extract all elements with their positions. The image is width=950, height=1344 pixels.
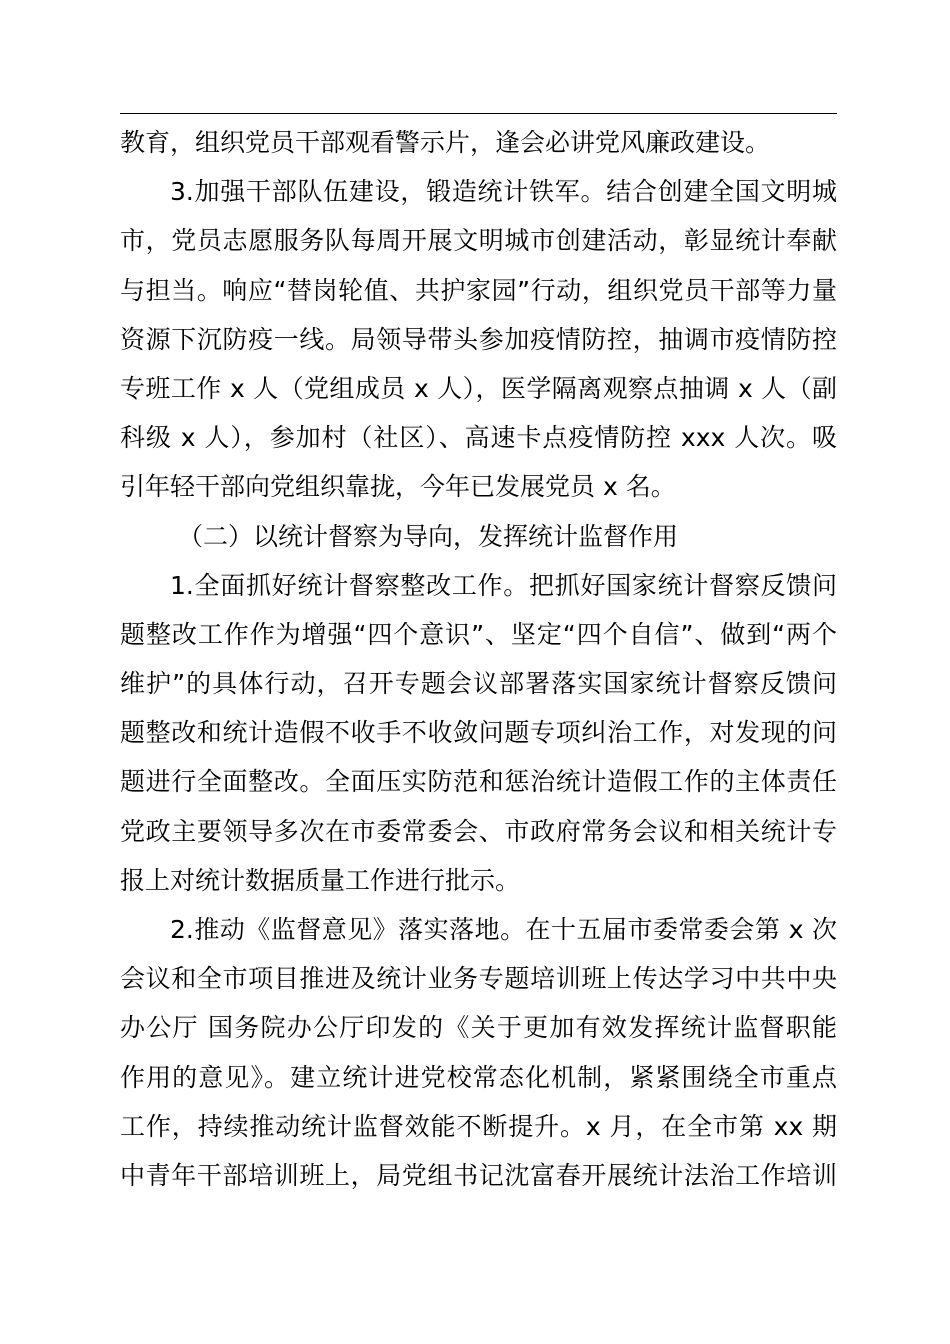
text-line: 题进行全面整改。全面压实防范和惩治统计造假工作的主体责任 [120, 767, 837, 797]
text-line: 报上对统计数据质量工作进行批示。 [120, 865, 521, 895]
document-body [120, 118, 837, 1200]
text-line: 3.加强干部队伍建设，锻造统计铁军。结合创建全国文明城 [170, 177, 837, 207]
text-line: 市，党员志愿服务队每周开展文明城市创建活动，彰显统计奉献 [120, 226, 837, 256]
text-line: 题整改和统计造假不收手不收敛问题专项纠治工作，对发现的问 [120, 718, 837, 748]
text-line: 会议和全市项目推进及统计业务专题培训班上传达学习中共中央 [120, 964, 837, 994]
text-line: 中青年干部培训班上，局党组书记沈富春开展统计法治工作培训 [120, 1160, 837, 1190]
text-line: 1.全面抓好统计督察整改工作。把抓好国家统计督察反馈问 [170, 570, 837, 600]
text-line: 专班工作 x 人（党组成员 x 人），医学隔离观察点抽调 x 人（副 [120, 373, 837, 403]
section-heading: （二）以统计督察为导向，发挥统计监督作用 [178, 521, 679, 551]
text-line: 维护”的具体行动，召开专题会议部署落实国家统计督察反馈问 [120, 669, 837, 699]
text-line: 资源下沉防疫一线。局领导带头参加疫情防控，抽调市疫情防控 [120, 324, 837, 354]
text-line: 引年轻干部向党组织靠拢，今年已发展党员 x 名。 [120, 472, 676, 502]
text-line: 科级 x 人），参加村（社区）、高速卡点疫情防控 xxx 人次。吸 [120, 423, 837, 453]
text-line: 工作，持续推动统计监督效能不断提升。x 月，在全市第 xx 期 [120, 1111, 837, 1141]
text-line: 题整改工作作为增强“四个意识”、坚定“四个自信”、做到“两个 [120, 619, 837, 649]
text-line: 教育，组织党员干部观看警示片，逢会必讲党风廉政建设。 [120, 128, 771, 157]
text-line: 与担当。响应“替岗轮值、共护家园”行动，组织党员干部等力量 [120, 275, 837, 305]
header-rule [120, 113, 837, 114]
text-line: 党政主要领导多次在市委常委会、市政府常务会议和相关统计专 [120, 816, 837, 846]
text-line: 办公厅 国务院办公厅印发的《关于更加有效发挥统计监督职能 [120, 1013, 837, 1043]
text-line: 2.推动《监督意见》落实落地。在十五届市委常委会第 x 次 [170, 915, 837, 944]
text-line: 作用的意见》。建立统计进党校常态化机制，紧紧围绕全市重点 [120, 1062, 837, 1092]
